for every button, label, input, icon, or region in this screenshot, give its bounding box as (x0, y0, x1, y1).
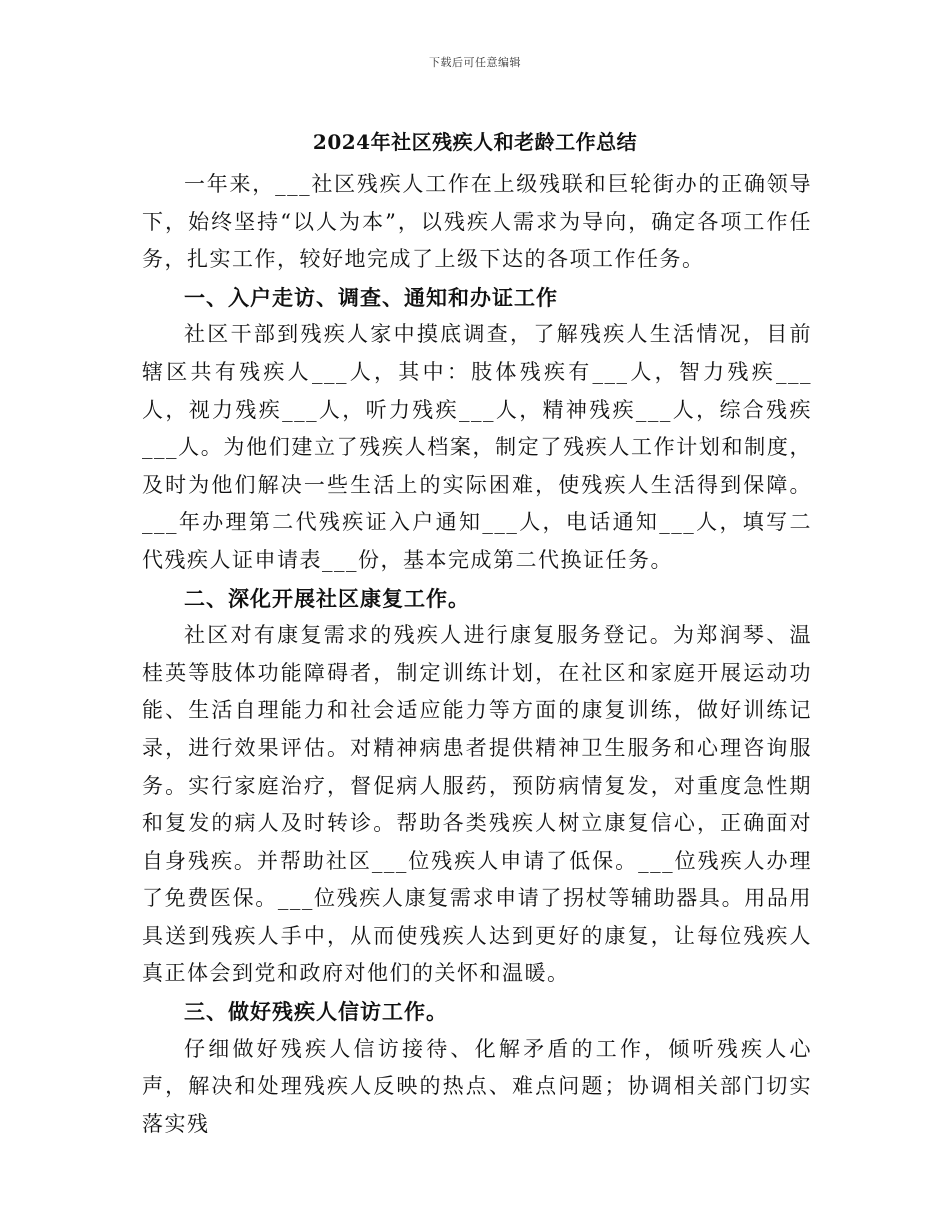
section-2-heading: 二、深化开展社区康复工作。 (184, 585, 470, 611)
document-body (142, 166, 812, 1143)
section-2-paragraph: 社区对有康复需求的残疾人进行康复服务登记。为郑润琴、温桂英等肢体功能障碍者，制定训练计划，在社区和家庭开展运动功能、生活自理能力和社会适应能力等方面的康复训练，做好训练记录，进行效果评估。对精神病患者提供精神卫生服务和心理咨询服务。实行家庭治疗，督促病人服药，预防病情复发，对重度急性期和复发的病人及时转诊。帮助各类残疾人树立康复信心，正确面对自身残疾。并帮助社区___位残疾人申请了低保。___位残疾人办理了免费医保。___位残疾人康复需求申请了拐杖等辅助器具。用品用具送到残疾人手中，从而使残疾人达到更好的康复，让每位残疾人真正体会到党和政府对他们的关怀和温暖。 (142, 623, 812, 986)
section-3-paragraph: 仔细做好残疾人信访接待、化解矛盾的工作，倾听残疾人心声，解决和处理残疾人反映的热点、难点问题；协调相关部门切实落实残 (142, 1036, 812, 1136)
intro-paragraph: 一年来，___社区残疾人工作在上级残联和巨轮街办的正确领导下，始终坚持“以人为本”，以残疾人需求为导向，确定各项工作任务，扎实工作，较好地完成了上级下达的各项工作任务。 (142, 172, 812, 272)
section-3-heading: 三、做好残疾人信访工作。 (184, 999, 448, 1025)
section-1-paragraph: 社区干部到残疾人家中摸底调查，了解残疾人生活情况，目前辖区共有残疾人___人，其中：肢体残疾有___人，智力残疾___人，视力残疾___人，听力残疾___人，精神残疾___人，综合残疾___人。为他们建立了残疾人档案，制定了残疾人工作计划和制度，及时为他们解决一些生活上的实际困难，使残疾人生活得到保障。___年办理第二代残疾证入户通知___人，电话通知___人，填写二代残疾人证申请表___份，基本完成第二代换证任务。 (142, 322, 812, 572)
section-1-heading: 一、入户走访、调查、通知和办证工作 (184, 284, 558, 310)
header-note: 下载后可任意编辑 (429, 56, 521, 69)
document-title: 2024年社区残疾人和老龄工作总结 (312, 130, 638, 154)
